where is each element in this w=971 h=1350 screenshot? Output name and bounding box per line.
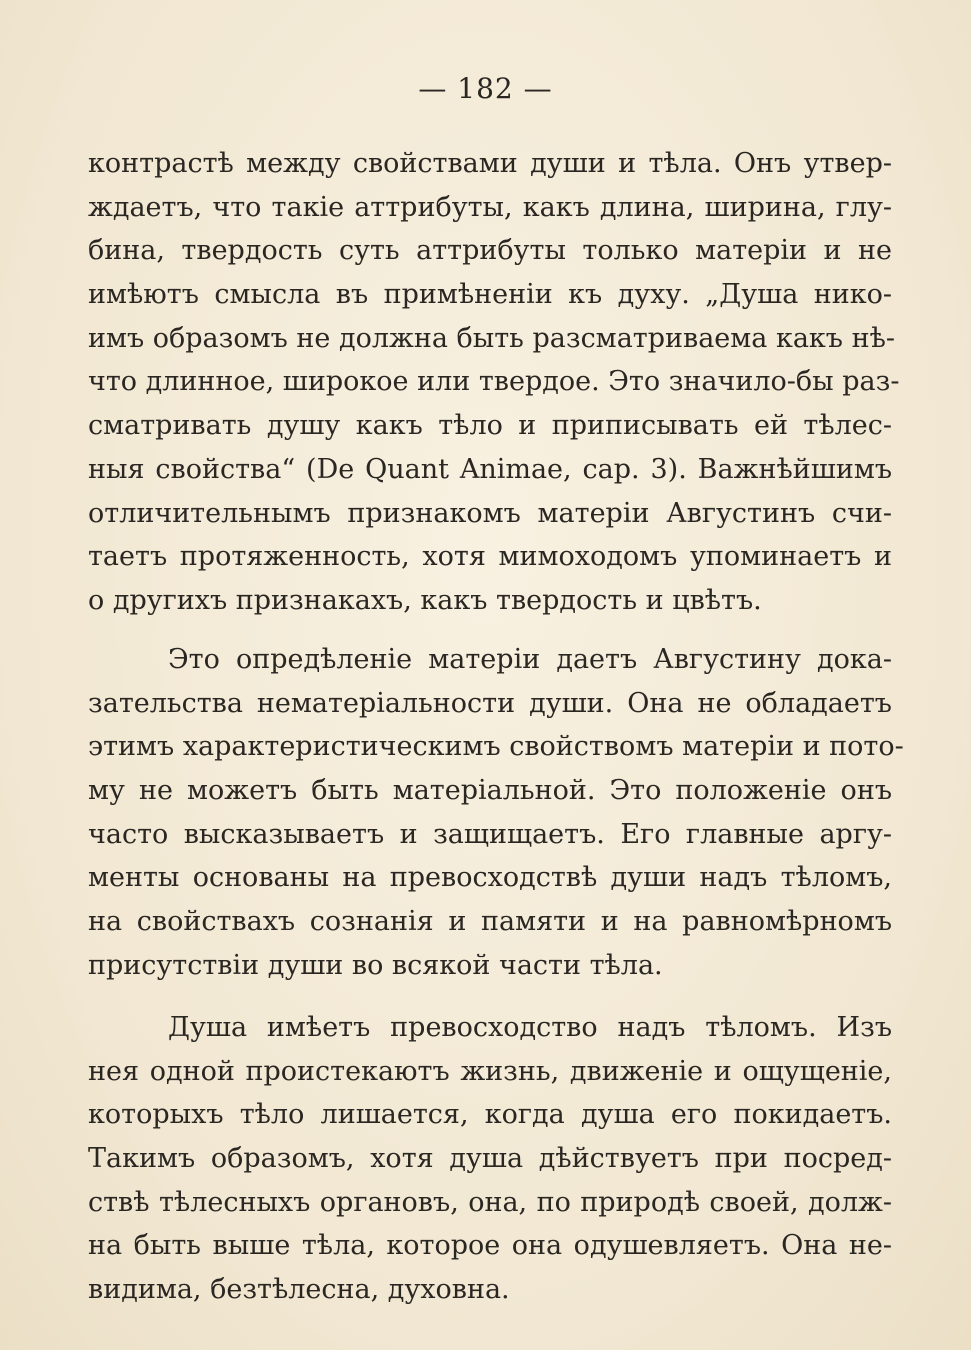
text-line: му не можетъ быть матеріальной. Это положеніе онъ (88, 775, 892, 807)
text-line: имъ образомъ не должна быть разсматриваема какъ нѣ- (88, 322, 895, 354)
text-line: таетъ протяженность, хотя мимоходомъ упоминаетъ и (88, 541, 892, 573)
text-line: Это опредѣленіе матеріи даетъ Августину дока- (168, 644, 892, 675)
text-line: на быть выше тѣла, которое она одушевляетъ. Она не- (88, 1230, 892, 1262)
text-line: Душа имѣетъ превосходство надъ тѣломъ. Изъ (168, 1012, 892, 1043)
text-line: о другихъ признакахъ, какъ твердость и цвѣтъ. (88, 584, 762, 616)
text-line: Такимъ образомъ, хотя душа дѣйствуетъ при посред- (88, 1143, 892, 1175)
text-line: имѣютъ смысла въ примѣненіи къ духу. „Душа нико- (88, 279, 892, 311)
text-line: бина, твердость суть аттрибуты только матеріи и не (88, 235, 892, 267)
text-line: сматривать душу какъ тѣло и приписывать ей тѣлес- (88, 410, 892, 442)
paragraph-1 (88, 142, 900, 623)
text-line: зательства нематеріальности души. Она не обладаетъ (88, 687, 892, 719)
text-line: что длинное, широкое или твердое. Это значило-бы раз- (88, 366, 900, 398)
text-line: нея одной проистекаютъ жизнь, движеніе и ощущеніе, (88, 1055, 892, 1087)
text-line: видима, безтѣлесна, духовна. (88, 1274, 510, 1306)
text-line: ствѣ тѣлесныхъ органовъ, она, по природѣ своей, долж- (88, 1186, 892, 1218)
paragraph-2 (88, 638, 904, 988)
paragraph-3 (88, 1006, 892, 1312)
page-number: — 182 — (418, 72, 553, 105)
text-line: менты основаны на превосходствѣ души надъ тѣломъ, (88, 862, 892, 894)
text-line: ныя свойства“ (De Quant Animae, cap. 3). Важнѣйшимъ (88, 453, 892, 485)
text-line: которыхъ тѣло лишается, когда душа его покидаетъ. (88, 1099, 892, 1131)
text-line: часто высказываетъ и защищаетъ. Его главные аргу- (88, 818, 892, 850)
text-line: контрастѣ между свойствами души и тѣла. Онъ утвер- (88, 148, 892, 179)
text-line: отличительнымъ признакомъ матеріи Августинъ счи- (88, 497, 892, 529)
text-line: ждаетъ, что такіе аттрибуты, какъ длина, ширина, глу- (88, 191, 892, 223)
text-line: этимъ характеристическимъ свойствомъ матеріи и пото- (88, 731, 904, 763)
text-line: присутствіи души во всякой части тѣла. (88, 949, 663, 981)
text-line: на свойствахъ сознанія и памяти и на равномѣрномъ (88, 906, 892, 938)
